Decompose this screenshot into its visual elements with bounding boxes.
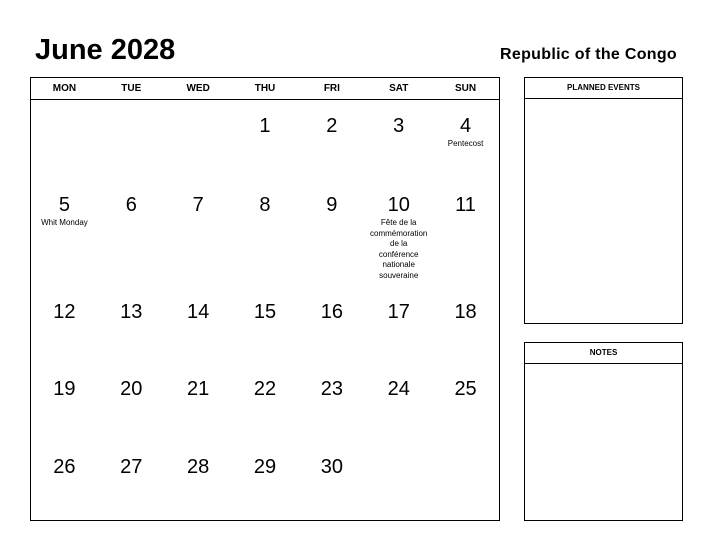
notes-title: NOTES [525,343,682,364]
day-cell [432,100,499,179]
day-cell [298,363,365,441]
day-cell [432,363,499,441]
weekday-mon: MON [52,83,77,94]
day-number: 8 [259,194,271,216]
day-number: 17 [387,301,410,323]
weekday-wed: WED [186,83,210,94]
day-number: 4 [460,115,472,137]
day-number: 30 [320,456,343,478]
day-cell [232,179,299,286]
day-cell [165,363,232,441]
days-grid [31,100,499,520]
day-number: 13 [120,301,143,323]
weekday-fri: FRI [323,83,340,94]
weekday-tue: TUE [121,83,142,94]
day-cell [232,100,299,179]
day-number: 7 [192,194,204,216]
day-cell [98,100,165,179]
day-number: 19 [53,378,76,400]
day-cell [232,286,299,363]
day-number: 15 [253,301,277,323]
day-cell [165,100,232,179]
day-cell [31,100,98,179]
day-number: 6 [125,194,137,216]
day-cell [365,441,432,520]
day-number: 18 [454,301,477,323]
weekday-sat: SAT [389,83,409,94]
day-number: 16 [320,301,343,323]
day-number: 14 [187,301,210,323]
day-cell [365,286,432,363]
day-number: 26 [53,456,76,478]
day-number: 10 [387,194,410,216]
day-cell [432,441,499,520]
day-number: 9 [326,194,338,216]
holiday-label: Fête de la commémoration de la conférence nationale souveraine [370,218,428,280]
day-cell [365,363,432,441]
day-cell [31,441,98,520]
day-cell [365,179,432,286]
holiday-label: Pentecost [447,139,484,148]
day-number: 28 [187,456,210,478]
day-cell [298,179,365,286]
day-cell [165,441,232,520]
day-cell [298,441,365,520]
day-cell [31,286,98,363]
day-number: 12 [53,301,76,323]
day-number: 1 [259,115,271,137]
day-cell [232,363,299,441]
weekday-sun: SUN [455,83,477,94]
day-number: 11 [455,194,476,216]
day-cell [298,100,365,179]
day-number: 29 [253,456,277,478]
day-number: 25 [454,378,477,400]
day-number: 27 [120,456,143,478]
day-number: 2 [326,115,338,137]
weekday-thu: THU [254,83,276,94]
month-title: June 2028 [35,34,176,66]
day-number: 20 [120,378,143,400]
day-number: 23 [320,378,343,400]
holiday-label: Whit Monday [41,218,88,227]
weekday-header [31,78,499,100]
day-cell [31,363,98,441]
calendar-grid [30,77,500,521]
planned-events-title: PLANNED EVENTS [525,78,682,99]
day-number: 22 [253,378,277,400]
day-cell [432,286,499,363]
day-cell [165,286,232,363]
day-cell [98,179,165,286]
day-number: 24 [387,378,410,400]
day-number: 3 [393,115,405,137]
notes-box [524,342,683,521]
day-cell [298,286,365,363]
day-cell [98,286,165,363]
day-number: 21 [187,378,210,400]
day-cell [232,441,299,520]
day-cell [365,100,432,179]
day-number: 5 [58,194,70,216]
planned-events-box [524,77,683,324]
day-cell [98,441,165,520]
day-cell [432,179,499,286]
day-cell [98,363,165,441]
country-name: Republic of the Congo [500,46,677,63]
day-cell [165,179,232,286]
day-cell [31,179,98,286]
